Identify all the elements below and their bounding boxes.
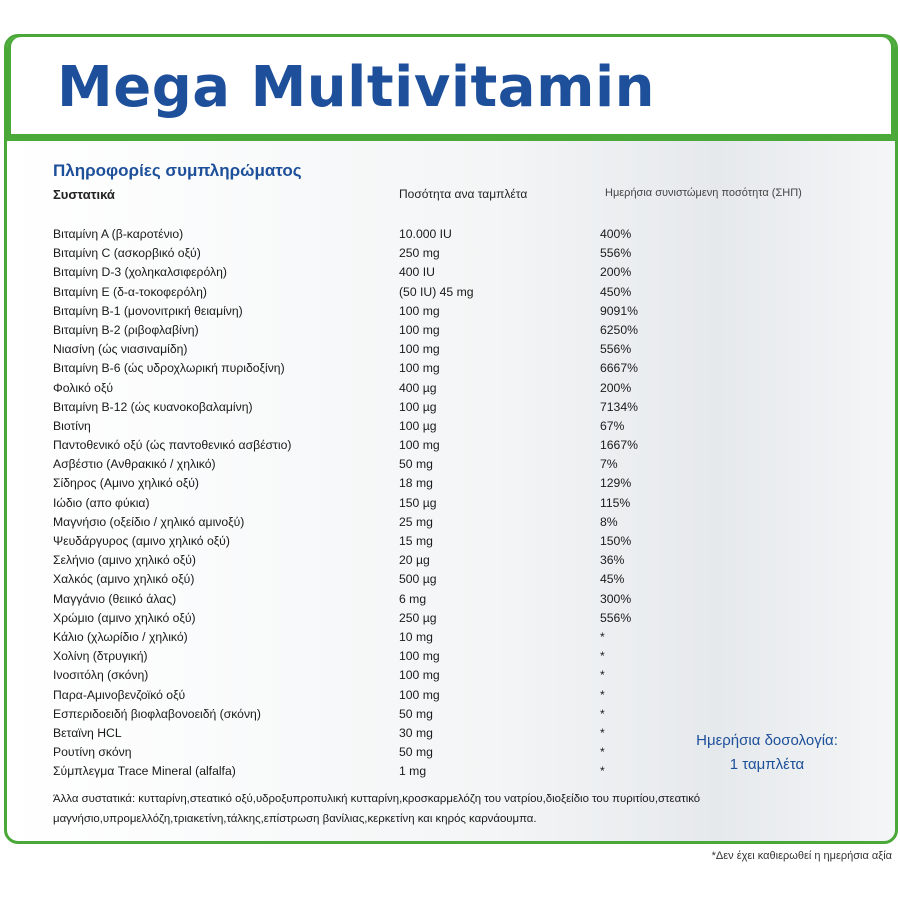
daily-dosage-value: 1 ταμπλέτα	[729, 756, 805, 773]
ingredient-quantity: 400 IU	[399, 265, 435, 280]
ingredient-rda: 129%	[600, 476, 632, 491]
ingredient-rda: *	[600, 725, 605, 740]
ingredient-rda: 150%	[600, 534, 632, 548]
ingredient-quantity: 18 mg	[399, 476, 433, 491]
ingredient-name: Χολίνη (δτρυγική)	[53, 649, 148, 664]
ingredient-rda: 7134%	[600, 399, 638, 414]
column-header-ingredients: Συστατικά	[53, 187, 115, 202]
ingredient-rda: 400%	[600, 227, 632, 241]
ingredient-name: Ινοσιτόλη (σκόνη)	[53, 668, 149, 683]
ingredient-rda: 45%	[600, 572, 625, 587]
table-row	[7, 283, 895, 302]
ingredient-name: Βιταμίνη D-3 (χοληκαλσιφερόλη)	[53, 265, 227, 280]
ingredient-name: Σελήνιο (αμινο χηλικό οξύ)	[53, 553, 196, 568]
ingredient-name: Ασβέστιο (Ανθρακικό / χηλικό)	[53, 457, 216, 472]
ingredient-rda: 450%	[600, 284, 632, 299]
table-row	[7, 494, 895, 513]
ingredient-name: Φολικό οξύ	[53, 380, 114, 395]
table-row	[7, 263, 895, 282]
ingredient-quantity: (50 IU) 45 mg	[399, 284, 474, 299]
ingredient-quantity: 100 mg	[399, 322, 440, 337]
ingredient-quantity: 50 mg	[399, 745, 433, 760]
ingredient-rda: *	[600, 706, 605, 721]
ingredient-name: Βεταϊνη HCL	[53, 725, 122, 740]
table-row	[7, 359, 895, 378]
table-row	[7, 666, 895, 685]
table-row	[7, 513, 895, 532]
table-row	[7, 590, 895, 609]
ingredient-name: Βιταμίνη Β-2 (ριβοφλαβίνη)	[53, 322, 199, 337]
ingredient-name: Βιοτίνη	[53, 418, 91, 433]
ingredient-name: Χρώμιο (αμινο χηλικό οξύ)	[53, 610, 196, 625]
ingredient-quantity: 50 mg	[399, 457, 433, 472]
ingredient-rda: 200%	[600, 380, 632, 395]
ingredient-quantity: 10.000 IU	[399, 227, 452, 241]
ingredient-quantity: 100 µg	[399, 418, 437, 433]
ingredient-rda: 1667%	[600, 438, 638, 453]
ingredient-rda: 9091%	[600, 303, 638, 318]
ingredient-rda: *	[600, 668, 605, 683]
ingredient-quantity: 10 mg	[399, 629, 433, 644]
product-title: Mega Multivitamin	[57, 55, 656, 120]
table-row	[7, 379, 895, 398]
ingredient-name: Βιταμίνη Α (β-καροτένιο)	[53, 227, 184, 241]
ingredient-name: Νιασίνη (ώς νιασιναμίδη)	[53, 342, 188, 357]
ingredient-quantity: 100 mg	[399, 649, 440, 664]
ingredient-rda: *	[600, 649, 605, 664]
ingredient-rda: 115%	[600, 495, 631, 510]
ingredient-quantity: 20 µg	[399, 553, 430, 568]
ingredient-rda: 36%	[600, 553, 625, 568]
table-row	[7, 474, 895, 493]
ingredient-quantity: 100 mg	[399, 303, 440, 318]
ingredient-rda: 6667%	[600, 361, 638, 376]
ingredient-quantity: 100 mg	[399, 687, 440, 702]
table-row	[7, 628, 895, 647]
table-row	[7, 686, 895, 705]
table-row	[7, 551, 895, 570]
ingredient-quantity: 6 mg	[399, 591, 427, 606]
daily-dosage-label: Ημερήσια δοσολογία:	[696, 732, 838, 749]
ingredient-rda: 6250%	[600, 322, 638, 337]
ingredient-name: Κάλιο (χλωρίδιο / χηλικό)	[53, 629, 188, 644]
ingredient-rda: *	[600, 764, 605, 779]
ingredient-rda: 67%	[600, 418, 625, 433]
ingredient-name: Παρα-Αμινοβενζοϊκό οξύ	[53, 687, 186, 702]
table-row	[7, 705, 895, 724]
table-row	[7, 244, 895, 263]
table-row	[7, 647, 895, 666]
ingredients-table	[7, 225, 895, 781]
ingredient-quantity: 250 µg	[399, 610, 437, 625]
ingredient-quantity: 30 mg	[399, 725, 433, 740]
ingredient-rda: 556%	[600, 246, 632, 261]
table-row	[7, 225, 895, 244]
ingredient-quantity: 250 mg	[399, 246, 440, 261]
ingredient-name: Ιώδιο (απο φύκια)	[53, 495, 150, 510]
ingredient-name: Εσπεριδοειδή βιοφλαβονοειδή (σκόνη)	[53, 706, 261, 721]
column-header-rda: Ημερήσια συνιστώμενη ποσότητα (ΣΗΠ)	[605, 187, 802, 199]
table-row	[7, 417, 895, 436]
ingredient-name: Ψευδάργυρος (αμινο χηλικό οξύ)	[53, 534, 230, 548]
daily-dosage	[657, 729, 877, 777]
panel-header-border	[7, 37, 895, 141]
ingredient-rda: 556%	[600, 610, 632, 625]
ingredient-quantity: 50 mg	[399, 706, 433, 721]
ingredient-rda: 7%	[600, 457, 618, 472]
column-header-quantity: Ποσότητα ανα ταμπλέτα	[399, 187, 528, 201]
ingredient-rda: 300%	[600, 591, 632, 606]
ingredient-rda: *	[600, 629, 605, 644]
table-row	[7, 570, 895, 589]
ingredient-quantity: 400 µg	[399, 380, 437, 395]
footnote: *Δεν έχει καθιερωθεί η ημερήσια αξία	[711, 850, 892, 862]
ingredient-rda: 556%	[600, 342, 632, 357]
ingredient-rda: *	[600, 687, 605, 702]
ingredient-rda: 8%	[600, 514, 618, 529]
table-row	[7, 398, 895, 417]
ingredient-quantity: 15 mg	[399, 534, 433, 548]
table-row	[7, 609, 895, 628]
table-row	[7, 455, 895, 474]
ingredient-name: Χαλκός (αμινο χηλικό οξύ)	[53, 572, 195, 587]
ingredient-quantity: 150 µg	[399, 495, 437, 510]
ingredient-name: Βιταμίνη Ε (δ-α-τοκοφερόλη)	[53, 284, 207, 299]
table-row	[7, 321, 895, 340]
ingredient-quantity: 100 mg	[399, 438, 440, 453]
header-divider	[7, 134, 895, 141]
ingredient-quantity: 500 µg	[399, 572, 437, 587]
ingredient-quantity: 1 mg	[399, 764, 427, 779]
table-row	[7, 340, 895, 359]
ingredient-rda: *	[600, 745, 605, 760]
supplement-facts-panel	[4, 34, 898, 844]
ingredient-name: Βιταμίνη Β-6 (ώς υδροχλωρική πυριδοξίνη)	[53, 361, 285, 376]
ingredient-quantity: 100 mg	[399, 342, 440, 357]
ingredient-name: Βιταμίνη C (ασκορβικό οξύ)	[53, 246, 201, 261]
ingredient-name: Μαγγάνιο (θειικό άλας)	[53, 591, 177, 606]
table-row	[7, 302, 895, 321]
ingredient-quantity: 100 µg	[399, 399, 437, 414]
table-row	[7, 436, 895, 455]
other-ingredients: Άλλα συστατικά: κυτταρίνη,στεατικό οξύ,υδροξυπροπυλική κυτταρίνη,κροσκαρμελόζη του νατρίου,διοξείδιο του πυριτίου,στεατικό μαγνήσιο,υπρομελλόζη,τριακετίνη,τάλκης,επίστρωση βανίλιας,κερκετίνη και κηρός καρνάουμπα.	[53, 793, 701, 825]
ingredient-name: Ρουτίνη σκόνη	[53, 745, 132, 760]
ingredient-name: Σίδηρος (Αμινο χηλικό οξύ)	[53, 476, 199, 491]
ingredient-rda: 200%	[600, 265, 632, 280]
ingredient-quantity: 100 mg	[399, 668, 440, 683]
ingredient-quantity: 25 mg	[399, 514, 433, 529]
panel-header	[11, 37, 891, 138]
ingredient-name: Σύμπλεγμα Trace Mineral (alfalfa)	[53, 764, 236, 779]
ingredient-quantity: 100 mg	[399, 361, 440, 376]
ingredient-name: Βιταμίνη Β-12 (ώς κυανοκοβαλαμίνη)	[53, 399, 253, 414]
section-title: Πληροφορίες συμπληρώματος	[53, 161, 302, 180]
table-row	[7, 532, 895, 551]
ingredient-name: Παντοθενικό οξύ (ώς παντοθενικό ασβέστιο)	[53, 438, 292, 453]
ingredient-name: Μαγνήσιο (οξείδιο / χηλικό αμινοξύ)	[53, 514, 245, 529]
ingredient-name: Βιταμίνη Β-1 (μονονιτρική θειαμίνη)	[53, 303, 243, 318]
